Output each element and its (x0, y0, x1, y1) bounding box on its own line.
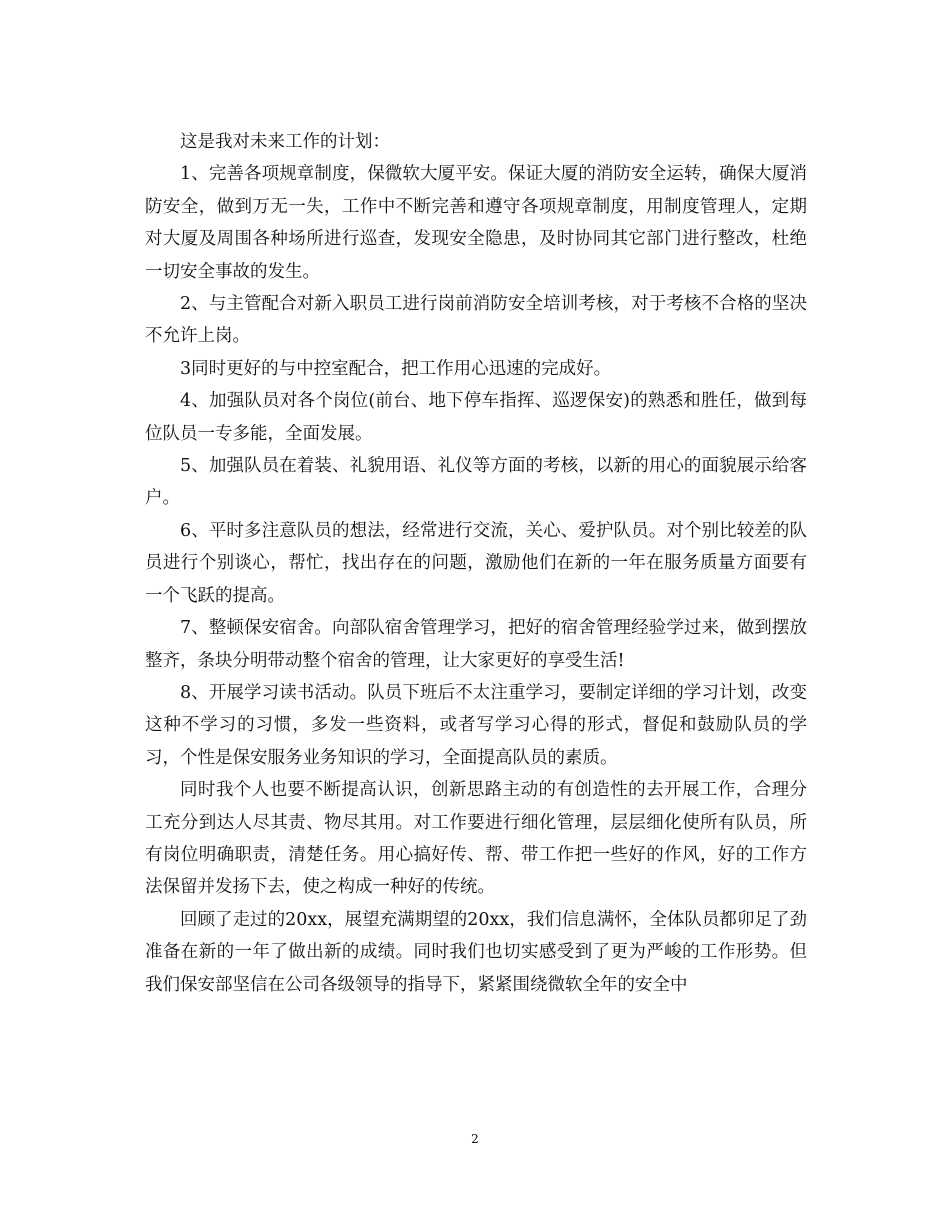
page-number: 2 (471, 1132, 479, 1146)
paragraph-item-5: 5、加强队员在着装、礼貌用语、礼仪等方面的考核，以新的用心的面貌展示给客户。 (145, 456, 807, 509)
paragraph-item-8: 8、开展学习读书活动。队员下班后不太注重学习，要制定详细的学习计划，改变这种不学习的习惯，多发一些资料，或者写学习心得的形式，督促和鼓励队员的学习，个性是保安服务业务知识的学习，全面提高队员的素质。 (145, 682, 807, 768)
body-text (145, 126, 807, 1001)
paragraph-item-3: 3同时更好的与中控室配合，把工作用心迅速的完成好。 (180, 358, 612, 379)
paragraph-item-4: 4、加强队员对各个岗位(前台、地下停车指挥、巡逻保安)的熟悉和胜任，做到每位队员一专多能，全面发展。 (145, 391, 807, 444)
paragraph-item-1: 1、完善各项规章制度，保微软大厦平安。保证大厦的消防安全运转，确保大厦消防安全，做到万无一失，工作中不断完善和遵守各项规章制度，用制度管理人，定期对大厦及周围各种场所进行巡查，发现安全隐患，及时协同其它部门进行整改，杜绝一切安全事故的发生。 (145, 164, 807, 282)
paragraph-item-6: 6、平时多注意队员的想法，经常进行交流，关心、爱护队员。对个别比较差的队员进行个别谈心，帮忙，找出存在的问题，激励他们在新的一年在服务质量方面要有一个飞跃的提高。 (145, 520, 807, 606)
paragraph-item-7: 7、整顿保安宿舍。向部队宿舍管理学习，把好的宿舍管理经验学过来，做到摆放整齐，条块分明带动整个宿舍的管理，让大家更好的享受生活! (145, 618, 807, 671)
paragraph-personal-plan: 同时我个人也要不断提高认识，创新思路主动的有创造性的去开展工作，合理分工充分到达人尽其责、物尽其用。对工作要进行细化管理，层层细化使所有队员，所有岗位明确职责，清楚任务。用心搞好传、帮、带工作把一些好的作风，好的工作方法保留并发扬下去，使之构成一种好的传统。 (145, 780, 807, 898)
paragraph-intro: 这是我对未来工作的计划： (180, 132, 390, 152)
paragraph-item-2: 2、与主管配合对新入职员工进行岗前消防安全培训考核，对于考核不合格的坚决不允许上岗。 (145, 294, 807, 347)
paragraph-review: 回顾了走过的20xx，展望充满期望的20xx，我们信息满怀，全体队员都卯足了劲准备在新的一年了做出新的成绩。同时我们也切实感受到了更为严峻的工作形势。但我们保安部坚信在公司各级领导的指导下，紧紧围绕微软全年的安全中 (145, 909, 807, 995)
